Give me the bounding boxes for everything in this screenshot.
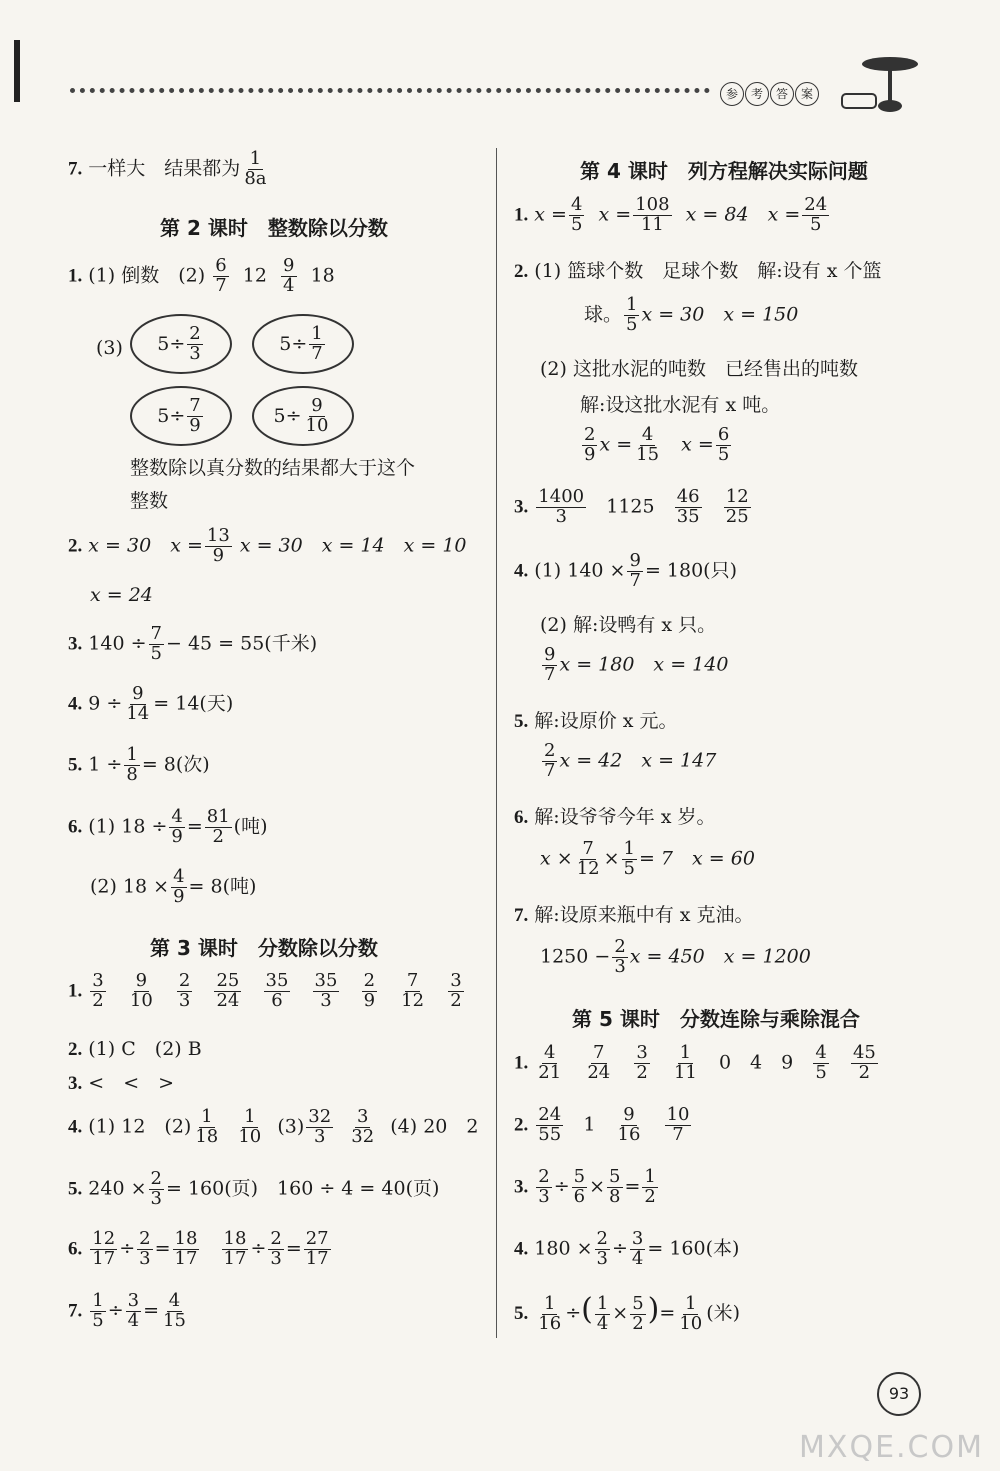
lesson2-answer-1-note: 整数除以真分数的结果都大于这个 [130, 457, 416, 479]
lesson3-answer-3: 3. < < > [68, 1072, 175, 1094]
badge-char: 答 [770, 82, 794, 106]
lesson5-answer-2: 2. $\frac{24}{55}$ 1 $\frac{9}{16}$ $\frac{10}{7}$ [514, 1104, 690, 1145]
lesson3-answer-7: 7. $\frac{1}{5}$ ÷ $\frac{3}{4}$ = $\frac{4}{15}$ [68, 1290, 186, 1331]
lesson4-answer-2-part2-solve: 解:设这批水泥有 x 吨。 [580, 394, 781, 416]
lesson4-answer-2-part2-equation: $\frac{2}{9}$ x = $\frac{4}{15}$ x = $\frac{6}{5}$ [584, 424, 730, 465]
circled-expression: 5÷ $\frac{7}{9}$ [130, 386, 232, 446]
lesson-2-title: 第 2 课时 整数除以分数 [160, 216, 388, 240]
lesson5-answer-3: 3. $\frac{2}{3}$ ÷ $\frac{5}{6}$ × $\frac{5}{8}$ = $\frac{1}{2}$ [514, 1166, 656, 1207]
circled-expression: 5÷ $\frac{2}{3}$ [130, 314, 232, 374]
page-number: 93 [877, 1372, 921, 1416]
lesson4-answer-2-part2: (2) 这批水泥的吨数 已经售出的吨数 [540, 358, 858, 380]
column-divider [496, 148, 497, 1338]
lesson4-answer-7-equation: 1250 − $\frac{2}{3}$ x = 450 x = 1200 [540, 936, 811, 977]
lesson3-answer-2: 2. (1) C (2) B [68, 1038, 202, 1060]
lesson4-answer-1: 1. x = $\frac{4}{5}$ x = $\frac{108}{11}$ x = 84 x = $\frac{24}{5}$ [514, 194, 828, 235]
lesson-4-title: 第 4 课时 列方程解决实际问题 [580, 159, 868, 183]
lesson4-answer-2: 2. (1) 篮球个数 足球个数 解:设有 x 个篮 [514, 260, 882, 282]
lesson2-answer-1: 1. (1) 倒数 (2) $\frac{6}{7}$ 12 $\frac{9}{4}$ 18 [68, 255, 335, 296]
lesson2-answer-2-cont: x = 24 [90, 584, 153, 606]
lesson2-answer-3: 3. 140 ÷ $\frac{7}{5}$ − 45 = 55(千米) [68, 623, 318, 664]
lesson3-answer-5: 5. 240 × $\frac{2}{3}$ = 160(页) 160 ÷ 4 = 40(页) [68, 1168, 440, 1209]
lesson4-answer-2-equation: 球。 $\frac{1}{5}$ x = 30 x = 150 [584, 294, 799, 335]
lesson4-answer-7: 7. 解:设原来瓶中有 x 克油。 [514, 904, 754, 926]
lesson2-answer-6: 6. (1) 18 ÷ $\frac{4}{9}$ = $\frac{81}{2}$ (吨) [68, 806, 268, 847]
lesson-3-title: 第 3 课时 分数除以分数 [150, 936, 378, 960]
circled-expression: 5÷ $\frac{9}{10}$ [252, 386, 354, 446]
lesson4-answer-5-equation: $\frac{2}{7}$ x = 42 x = 147 [544, 740, 717, 781]
header-dotted-rule [70, 88, 710, 93]
lesson3-answer-4: 4. (1) 12 (2) $\frac{1}{18}$ $\frac{1}{10}$ (3) $\frac{32}{3}$ $\frac{3}{32}$ (4) 20 2 [68, 1106, 479, 1147]
lesson4-answer-4: 4. (1) 140 × $\frac{9}{7}$ = 180(只) [514, 550, 737, 591]
lesson4-answer-3: 3. $\frac{1400}{3}$ 1125 $\frac{46}{35}$ $\frac{12}{25}$ [514, 486, 749, 527]
answer-7-previous: 7. 一样大 结果都为 $\frac{1}{8a}$ [68, 148, 267, 189]
badge-char: 案 [795, 82, 819, 106]
lesson4-answer-6: 6. 解:设爷爷今年 x 岁。 [514, 806, 716, 828]
desk-lamp-icon [840, 50, 930, 120]
lesson3-answer-1: 1. $\frac{3}{2}$ $\frac{9}{10}$ $\frac{2}{3}$ $\frac{25}{24}$ $\frac{35}{6}$ $\frac{35}{3}$ $\frac{2}{9}$ $\frac{7}{12}$ $\frac{3}{2}$ [68, 970, 462, 1011]
lesson2-answer-1-part3: (3) [96, 337, 123, 359]
badge-char: 参 [720, 82, 744, 106]
lesson5-answer-4: 4. 180 × $\frac{2}{3}$ ÷ $\frac{3}{4}$ = 160(本) [514, 1228, 740, 1269]
lesson2-answer-5: 5. 1 ÷ $\frac{1}{8}$ = 8(次) [68, 744, 210, 785]
lesson3-answer-6: 6. $\frac{12}{17}$ ÷ $\frac{2}{3}$ = $\frac{18}{17}$ $\frac{18}{17}$ ÷ $\frac{2}{3}$ = $\frac{27}{17}$ [68, 1228, 329, 1269]
lesson5-answer-1: 1. $\frac{4}{21}$ $\frac{7}{24}$ $\frac{3}{2}$ $\frac{1}{11}$ 0 4 9 $\frac{4}{5}$ $\frac{45}{2}$ [514, 1042, 876, 1083]
lesson5-answer-5: 5. $\frac{1}{16}$ ÷( $\frac{1}{4}$ × $\frac{5}{2}$ )= $\frac{1}{10}$ (米) [514, 1292, 741, 1334]
lesson4-answer-6-equation: x × $\frac{7}{12}$ × $\frac{1}{5}$ = 7 x = 60 [540, 838, 755, 879]
lesson2-answer-4: 4. 9 ÷ $\frac{9}{14}$ = 14(天) [68, 683, 234, 724]
circled-expression: 5÷ $\frac{1}{7}$ [252, 314, 354, 374]
lesson4-answer-5: 5. 解:设原价 x 元。 [514, 710, 678, 732]
lesson-5-title: 第 5 课时 分数连除与乘除混合 [572, 1007, 860, 1031]
lesson4-answer-4-equation: $\frac{9}{7}$ x = 180 x = 140 [544, 644, 729, 685]
lesson2-answer-2: 2. x = 30 x = $\frac{13}{9}$ x = 30 x = 14 x = 10 [68, 525, 467, 566]
lesson2-answer-6-part2: (2) 18 × $\frac{4}{9}$ = 8(吨) [90, 866, 257, 907]
site-watermark: MXQE.COM [799, 1430, 984, 1465]
answer-badge [720, 82, 819, 106]
lesson4-answer-4-part2: (2) 解:设鸭有 x 只。 [540, 614, 717, 636]
badge-char: 考 [745, 82, 769, 106]
margin-bar [14, 40, 20, 102]
lesson2-answer-1-note-cont: 整数 [130, 490, 169, 512]
